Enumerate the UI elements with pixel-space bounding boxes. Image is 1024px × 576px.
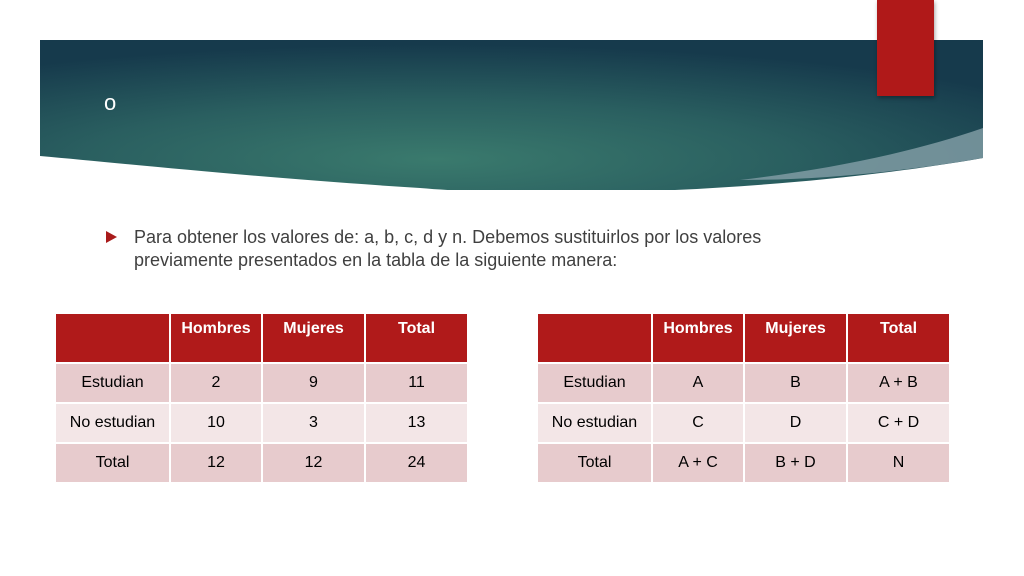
table-cell: 24 — [365, 443, 468, 483]
banner-shape — [40, 40, 983, 190]
table-cell: C + D — [847, 403, 950, 443]
row-label: No estudian — [537, 403, 652, 443]
table-variables — [536, 312, 951, 484]
table-cell: 9 — [262, 363, 365, 403]
red-tab-decoration — [877, 0, 934, 96]
table-cell: 10 — [170, 403, 262, 443]
table-header-row — [537, 313, 950, 363]
bullet-item — [106, 226, 806, 272]
table-cell: A — [652, 363, 744, 403]
header-cell: Mujeres — [262, 313, 365, 363]
table-cell: A + B — [847, 363, 950, 403]
table-row — [55, 403, 468, 443]
header-cell — [537, 313, 652, 363]
table-row — [537, 443, 950, 483]
header-cell: Hombres — [170, 313, 262, 363]
bullet-arrow-icon — [106, 231, 117, 243]
row-label: Estudian — [55, 363, 170, 403]
table-row — [55, 363, 468, 403]
row-label: Total — [537, 443, 652, 483]
table-cell: B — [744, 363, 847, 403]
header-cell — [55, 313, 170, 363]
table-cell: 11 — [365, 363, 468, 403]
table-cell: C — [652, 403, 744, 443]
table-cell: 3 — [262, 403, 365, 443]
header-cell: Total — [847, 313, 950, 363]
table-cell: D — [744, 403, 847, 443]
table-cell: 12 — [170, 443, 262, 483]
title-banner — [40, 40, 983, 190]
table-cell: A + C — [652, 443, 744, 483]
table-row — [537, 403, 950, 443]
table-row — [537, 363, 950, 403]
table-cell: 2 — [170, 363, 262, 403]
slide-title: o — [104, 90, 117, 115]
table-values — [54, 312, 469, 484]
row-label: Total — [55, 443, 170, 483]
header-cell: Total — [365, 313, 468, 363]
table-cell: 12 — [262, 443, 365, 483]
table-cell: 13 — [365, 403, 468, 443]
table-row — [55, 443, 468, 483]
header-cell: Mujeres — [744, 313, 847, 363]
table-header-row — [55, 313, 468, 363]
header-cell: Hombres — [652, 313, 744, 363]
row-label: Estudian — [537, 363, 652, 403]
row-label: No estudian — [55, 403, 170, 443]
table-cell: B + D — [744, 443, 847, 483]
table-cell: N — [847, 443, 950, 483]
bullet-text: Para obtener los valores de: a, b, c, d y n. Debemos sustituirlos por los valores previamente presentados en la tabla de la siguiente manera: — [134, 227, 762, 270]
